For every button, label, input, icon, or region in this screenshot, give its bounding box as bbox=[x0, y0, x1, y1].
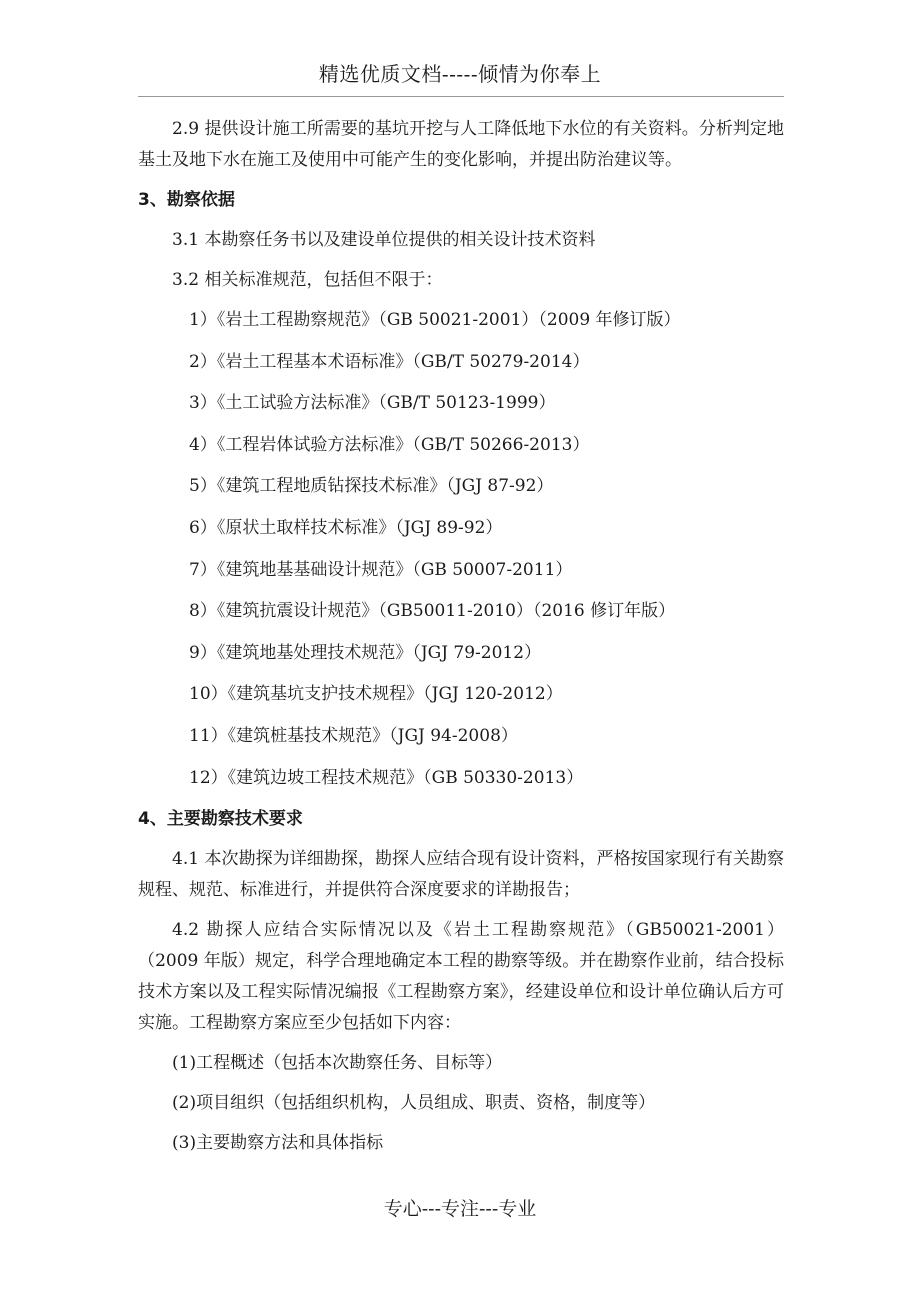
list-item: 5）《建筑工程地质钻探技术标准》（JGJ 87-92） bbox=[189, 476, 554, 497]
standards-list bbox=[138, 305, 784, 794]
list-item: 2）《岩土工程基本术语标准》（GB/T 50279-2014） bbox=[189, 351, 590, 372]
document-body bbox=[138, 114, 784, 1168]
header-divider bbox=[138, 96, 784, 97]
list-item: (2)项目组织（包括组织机构，人员组成、职责、资格，制度等） bbox=[172, 1093, 656, 1114]
page-footer: 专心---专注---专业 bbox=[383, 1198, 537, 1220]
paragraph-3-1: 3.1 本勘察任务书以及建设单位提供的相关设计技术资料 bbox=[172, 230, 596, 250]
paragraph-3-2: 3.2 相关标准规范，包括但不限于： bbox=[172, 270, 443, 290]
section-heading-3: 3、勘察依据 bbox=[138, 190, 235, 210]
list-item: 6）《原状土取样技术标准》（JGJ 89-92） bbox=[189, 517, 503, 538]
list-item: 3）《土工试验方法标准》（GB/T 50123-1999） bbox=[189, 393, 556, 414]
list-item: 1）《岩土工程勘察规范》（GB 50021-2001）（2009 年修订版） bbox=[189, 310, 681, 330]
list-item: 8）《建筑抗震设计规范》（GB50011-2010）（2016 修订年版） bbox=[189, 601, 676, 622]
list-item: 7）《建筑地基基础设计规范》（GB 50007-2011） bbox=[189, 559, 573, 580]
paragraph-2-9: 2.9 提供设计施工所需要的基坑开挖与人工降低地下水位的有关资料。分析判定地基土及地下水在施工及使用中可能产生的变化影响，并提出防治建议等。 bbox=[138, 119, 784, 170]
list-item: 10）《建筑基坑支护技术规程》（JGJ 120-2012） bbox=[189, 684, 563, 705]
list-item: (3)主要勘察方法和具体指标 bbox=[172, 1133, 384, 1154]
section-heading-4: 4、主要勘察技术要求 bbox=[138, 809, 303, 830]
list-item: 12）《建筑边坡工程技术规范》（GB 50330-2013） bbox=[189, 767, 584, 788]
list-item: 4）《工程岩体试验方法标准》（GB/T 50266-2013） bbox=[189, 434, 590, 455]
page-header: 精选优质文档-----倾情为你奉上 bbox=[318, 62, 602, 86]
list-item: 11）《建筑桩基技术规范》（JGJ 94-2008） bbox=[189, 725, 518, 746]
paragraph-4-1: 4.1 本次勘探为详细勘探，勘探人应结合现有设计资料，严格按国家现行有关勘察规程、规范、标准进行，并提供符合深度要求的详勘报告； bbox=[138, 849, 784, 901]
list-item: (1)工程概述（包括本次勘察任务、目标等） bbox=[172, 1053, 503, 1074]
list-item: 9）《建筑地基处理技术规范》（JGJ 79-2012） bbox=[189, 642, 542, 663]
paragraph-4-2: 4.2 勘探人应结合实际情况以及《岩土工程勘察规范》（GB50021-2001）（2009 年版）规定，科学合理地确定本工程的勘察等级。并在勘察作业前，结合投标技术方案以及工程实际情况编报《工程勘察方案》，经建设单位和设计单位确认后方可实施。工程勘察方案应至少包括如下内容： bbox=[138, 920, 784, 1034]
